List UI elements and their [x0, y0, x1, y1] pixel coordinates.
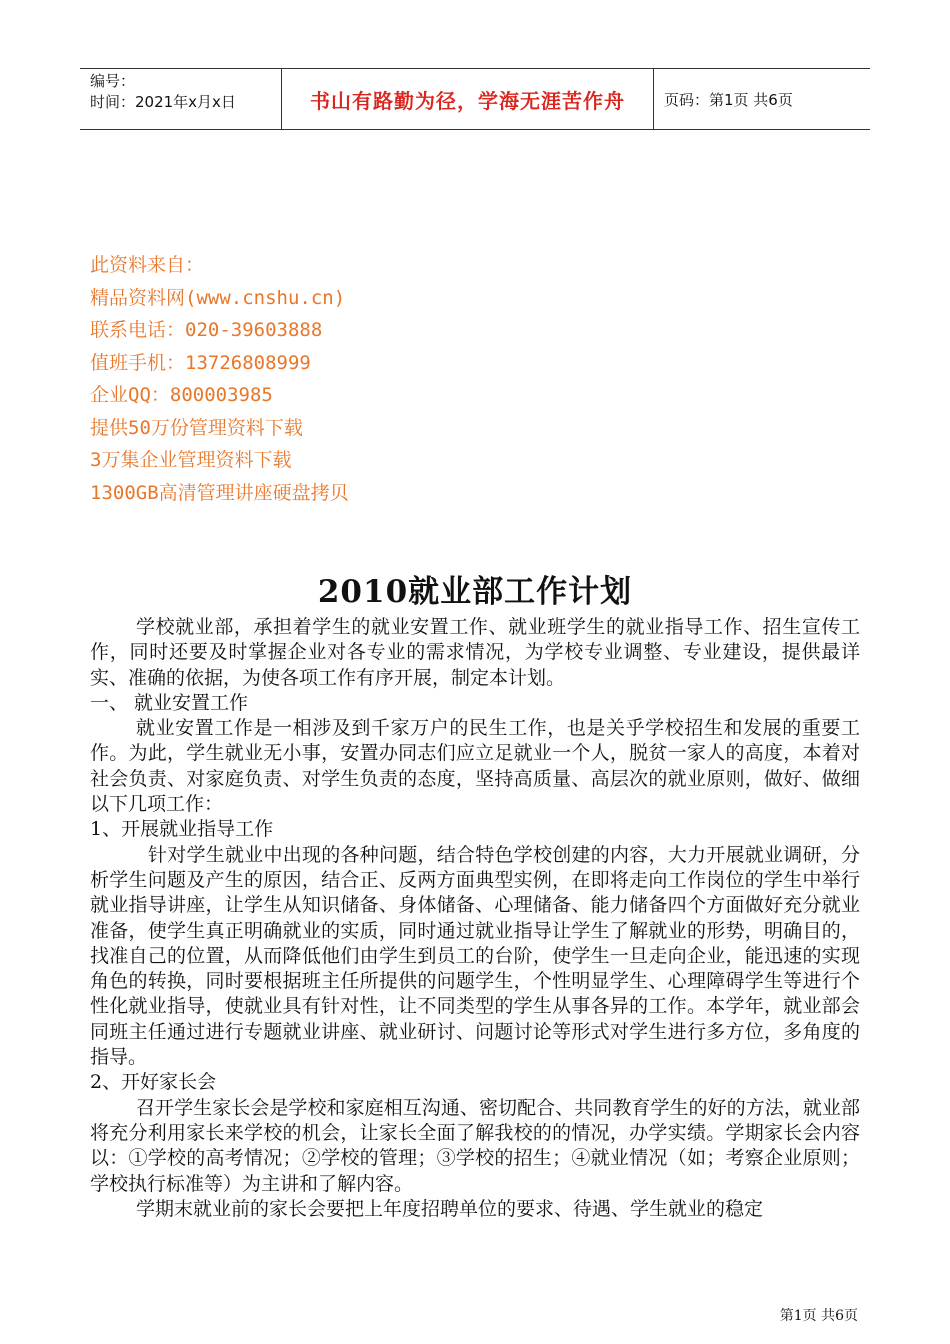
source-line: 精品资料网(www.cnshu.cn) — [90, 286, 346, 309]
source-line: 3万集企业管理资料下载 — [90, 449, 292, 471]
header-motto: 书山有路勤为径，学海无涯苦作舟 — [282, 69, 654, 129]
header-page-info: 页码：第1页 共6页 — [664, 90, 793, 109]
intro-paragraph: 学校就业部，承担着学生的就业安置工作、就业班学生的就业指导工作、招生宣传工作，同时还要及时掌握企业对各专业的需求情况，为学校专业调整、专业建设，提供最详实、准确的依据，为使各项工作有序开展，制定本计划。 — [90, 616, 860, 689]
item-heading: 2、开好家长会 — [90, 1071, 217, 1094]
header-meta — [80, 69, 282, 129]
item-paragraph: 学期末就业前的家长会要把上年度招聘单位的要求、待遇、学生就业的稳定 — [136, 1197, 764, 1220]
document-title: 2010就业部工作计划 — [317, 574, 633, 610]
source-line: 1300GB高清管理讲座硬盘拷贝 — [90, 481, 349, 504]
page-footer: 第1页 共6页 — [779, 1308, 858, 1324]
section-paragraph: 就业安置工作是一相涉及到千家万户的民生工作，也是关乎学校招生和发展的重要工作。为此，学生就业无小事，安置办同志们应立足就业一个人，脱贫一家人的高度，本着对社会负责、对家庭负责、对学生负责的态度，坚持高质量、高层次的就业原则，做好、做细以下几项工作： — [90, 717, 860, 816]
source-line: 值班手机：13726808999 — [90, 351, 311, 374]
source-line: 联系电话：020-39603888 — [90, 319, 323, 341]
item-paragraph: 召开学生家长会是学校和家庭相互沟通、密切配合、共同教育学生的好的方法，就业部将充分利用家长来学校的机会，让家长全面了解我校的的情况，办学实绩。学期家长会内容以：①学校的高考情况；②学校的管理；③学校的招生；④就业情况（如；考察企业原则；学校执行标准等）为主讲和了解内容。 — [90, 1096, 860, 1195]
source-line: 提供50万份管理资料下载 — [90, 416, 303, 439]
section-heading: 一、 就业安置工作 — [90, 691, 249, 714]
source-info-block — [90, 249, 349, 509]
header-time-label: 时间：2021年x月x日 — [90, 93, 236, 111]
document-header — [80, 68, 870, 130]
source-line: 此资料来自： — [90, 254, 205, 276]
document-body — [90, 615, 860, 1222]
header-number-label: 编号： — [90, 72, 136, 90]
item-heading: 1、开展就业指导工作 — [90, 818, 274, 841]
source-line: 企业QQ：800003985 — [90, 384, 273, 406]
item-paragraph: 针对学生就业中出现的各种问题，结合特色学校创建的内容，大力开展就业调研，分析学生问题及产生的原因，结合正、反两方面典型实例，在即将走向工作岗位的学生中举行就业指导讲座，让学生从知识储备、身体储备、心理储备、能力储备四个方面做好充分就业准备，使学生真正明确就业的实质，同时通过就业指导让学生了解就业的形势，明确目的，找准自己的位置，从而降低他们由学生到员工的台阶，使学生一旦走向企业，能迅速的实现角色的转换，同时要根据班主任所提供的问题学生，个性明显学生、心理障碍学生等进行个性化就业指导，使就业具有针对性，让不同类型的学生从事各异的工作。本学年，就业部会同班主任通过进行专题就业讲座、就业研讨、问题讨论等形式对学生进行多方位，多角度的指导。 — [90, 843, 860, 1069]
